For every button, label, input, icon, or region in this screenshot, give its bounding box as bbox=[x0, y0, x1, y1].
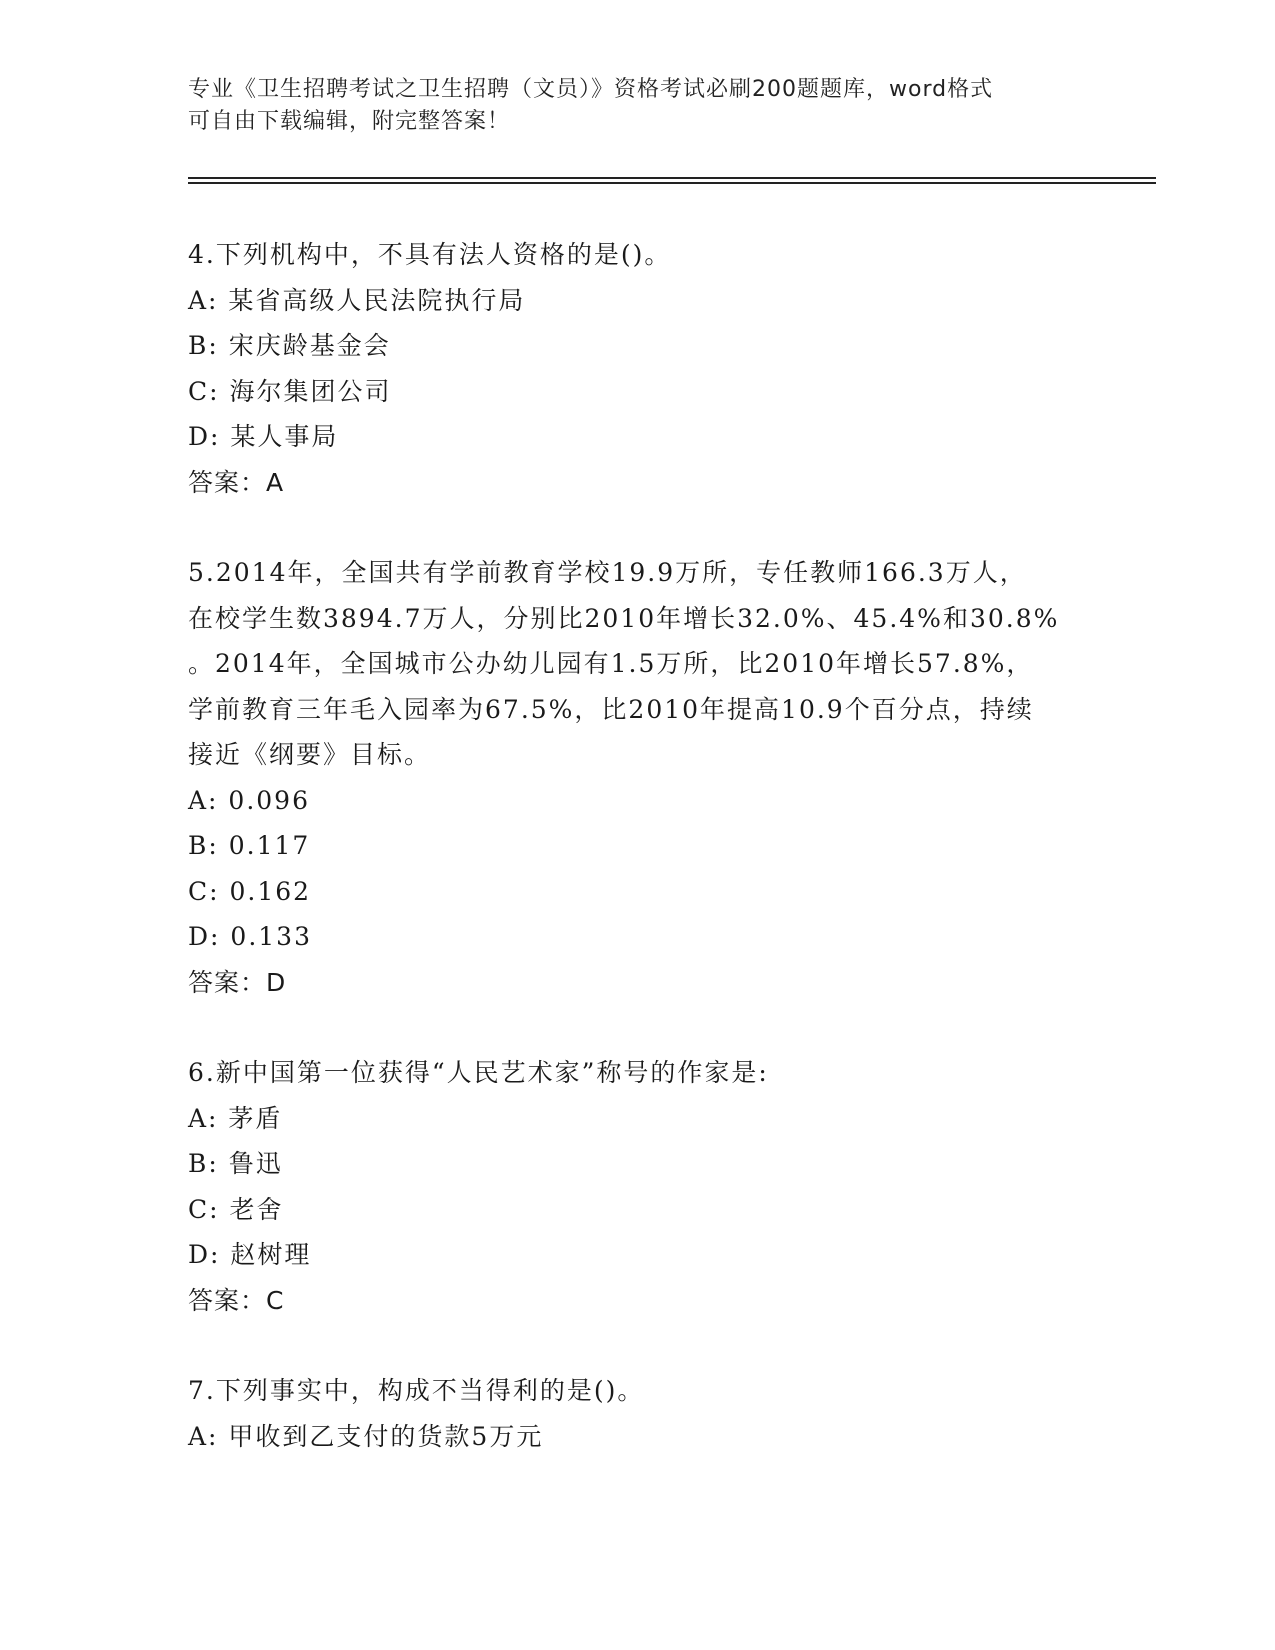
option-c: C: 海尔集团公司 bbox=[188, 376, 392, 406]
header-line-1: 专业《卫生招聘考试之卫生招聘（文员）》资格考试必刷200题题库，word格式 bbox=[188, 77, 994, 102]
question-list bbox=[188, 232, 1088, 1504]
option-a: A: 0.096 bbox=[188, 785, 310, 815]
question-stem-line-2: 在校学生数3894.7万人，分别比2010年增长32.0%、45.4%和30.8% bbox=[188, 603, 1060, 633]
option-c: C: 0.162 bbox=[188, 876, 312, 906]
option-d: D: 赵树理 bbox=[188, 1240, 312, 1269]
option-b: B: 鲁迅 bbox=[188, 1149, 283, 1178]
answer-line: 答案：D bbox=[188, 967, 287, 997]
option-a: A: 茅盾 bbox=[188, 1103, 283, 1133]
option-b: B: 0.117 bbox=[188, 831, 311, 860]
header-line-2: 可自由下载编辑，附完整答案！ bbox=[188, 109, 511, 134]
question-5 bbox=[188, 550, 1088, 1005]
question-stem: 6.新中国第一位获得“人民艺术家”称号的作家是: bbox=[188, 1058, 769, 1087]
question-stem-line-4: 学前教育三年毛入园率为67.5%，比2010年提高10.9个百分点，持续 bbox=[188, 694, 1034, 724]
question-stem-line-5: 接近《纲要》目标。 bbox=[188, 740, 432, 769]
question-4 bbox=[188, 232, 1088, 505]
question-stem-line-3: 。2014年，全国城市公办幼儿园有1.5万所，比2010年增长57.8%， bbox=[188, 649, 1034, 678]
header-divider-bottom bbox=[188, 182, 1156, 184]
answer-line: 答案：A bbox=[188, 467, 285, 497]
option-d: D: 某人事局 bbox=[188, 422, 339, 451]
answer-line: 答案：C bbox=[188, 1285, 285, 1315]
question-stem: 7.下列事实中，构成不当得利的是()。 bbox=[188, 1376, 645, 1405]
option-a: A: 某省高级人民法院执行局 bbox=[188, 285, 526, 315]
question-7 bbox=[188, 1368, 1088, 1459]
question-stem: 4.下列机构中，不具有法人资格的是()。 bbox=[188, 240, 672, 269]
question-stem-line-1: 5.2014年，全国共有学前教育学校19.9万所，专任教师166.3万人， bbox=[188, 558, 1027, 587]
document-header bbox=[188, 74, 1068, 138]
header-divider-top bbox=[188, 177, 1156, 179]
question-6 bbox=[188, 1050, 1088, 1323]
option-a: A: 甲收到乙支付的货款5万元 bbox=[188, 1421, 544, 1451]
option-b: B: 宋庆龄基金会 bbox=[188, 331, 391, 360]
option-c: C: 老舍 bbox=[188, 1194, 284, 1224]
option-d: D: 0.133 bbox=[188, 922, 312, 951]
